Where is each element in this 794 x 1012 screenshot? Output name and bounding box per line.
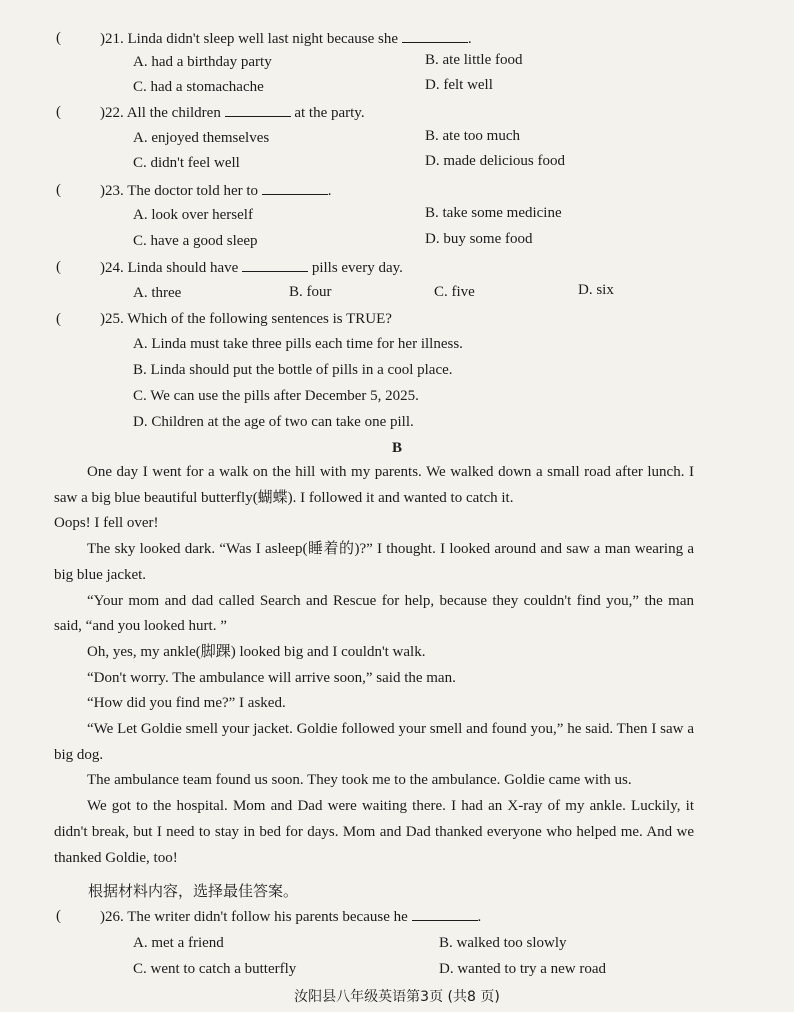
option-a: A. look over herself — [133, 207, 253, 223]
passage-paragraph: Oops! I fell over! — [54, 515, 159, 532]
option-c: C. We can use the pills after December 5, 2025. — [133, 388, 419, 404]
option-c: C. didn't feel well — [133, 155, 240, 171]
question-stem-end: pills every day. — [311, 260, 403, 276]
option-d: D. six — [578, 282, 614, 298]
option-d: D. buy some food — [425, 231, 533, 247]
instruction: 根据材料内容，选择最佳答案。 — [88, 882, 299, 900]
option-c: C. had a stomachache — [133, 79, 264, 95]
option-d: D. made delicious food — [425, 153, 565, 169]
option-a: A. enjoyed themselves — [133, 130, 270, 146]
option-b: B. ate too much — [425, 128, 520, 144]
option-a: A. had a birthday party — [133, 54, 272, 70]
question-stem: The writer didn't follow his parents because he — [127, 909, 408, 925]
answer-paren: ( — [56, 30, 61, 46]
question-stem: Linda didn't sleep well last night because she — [127, 31, 399, 47]
passage-paragraph: “Your mom and dad called Search and Rescue for help, because they couldn't find you,” the man said, “and you looked hurt. ” — [54, 592, 694, 635]
option-c: C. have a good sleep — [133, 233, 258, 249]
option-c: C. went to catch a butterfly — [133, 961, 297, 977]
passage-paragraph: We got to the hospital. Mom and Dad were waiting there. I had an X-ray of my ankle. Luckily, it didn't break, but I need to stay in bed for days. Mom and Dad thanked everyone who helped me. And we thanked Goldie, too! — [54, 798, 694, 866]
question-number: )22. — [100, 105, 124, 121]
answer-paren: ( — [56, 908, 61, 924]
page-footer: 汝阳县八年级英语第3页 (共8 页) — [294, 989, 500, 1005]
answer-blank — [262, 182, 328, 195]
option-b: B. Linda should put the bottle of pills in a cool place. — [133, 362, 453, 378]
question-number: )23. — [100, 183, 124, 199]
option-a: A. three — [133, 285, 182, 301]
answer-paren: ( — [56, 311, 61, 327]
answer-paren: ( — [56, 182, 61, 198]
question-stem: The doctor told her to — [127, 183, 259, 199]
option-a: A. Linda must take three pills each time for her illness. — [133, 336, 463, 352]
option-b: B. walked too slowly — [439, 935, 567, 951]
question-stem-end: . — [467, 31, 472, 47]
question-stem: Which of the following sentences is TRUE? — [127, 311, 392, 327]
section-title: B — [391, 440, 402, 456]
question-number: )25. — [100, 311, 124, 327]
answer-paren: ( — [56, 104, 61, 120]
question-stem-end: . — [477, 909, 482, 925]
answer-paren: ( — [56, 259, 61, 275]
option-c: C. five — [434, 284, 475, 300]
question-number: )24. — [100, 260, 124, 276]
answer-blank — [402, 30, 468, 43]
passage-paragraph: “We Let Goldie smell your jacket. Goldie followed your smell and found you,” he said. Then I saw a big dog. — [54, 721, 694, 763]
passage-paragraph: “How did you find me?” I asked. — [87, 695, 286, 712]
passage-paragraph: “Don't worry. The ambulance will arrive soon,” said the man. — [87, 669, 456, 686]
answer-blank — [412, 908, 478, 921]
option-b: B. take some medicine — [425, 205, 562, 221]
question-stem: Linda should have — [127, 260, 239, 276]
passage-paragraph: The ambulance team found us soon. They took me to the ambulance. Goldie came with us. — [87, 772, 632, 789]
passage-paragraph: The sky looked dark. “Was I asleep(睡着的)?” I thought. I looked around and saw a man wearing a big blue jacket. — [54, 541, 694, 583]
option-d: D. felt well — [425, 77, 493, 93]
question-stem: All the children — [126, 105, 221, 121]
passage-paragraph: One day I went for a walk on the hill with my parents. We walked down a small road after lunch. I saw a big blue beautiful butterfly(蝴蝶). I followed it and wanted to catch it. — [54, 464, 694, 506]
question-stem-end: at the party. — [294, 105, 365, 121]
option-d: D. wanted to try a new road — [439, 961, 607, 977]
question-stem-end: . — [327, 183, 332, 199]
passage-paragraph: Oh, yes, my ankle(脚踝) looked big and I couldn't walk. — [87, 643, 426, 660]
option-b: B. ate little food — [425, 52, 523, 68]
option-b: B. four — [289, 284, 332, 300]
question-number: )21. — [100, 31, 124, 47]
option-d: D. Children at the age of two can take one pill. — [133, 414, 414, 430]
reading-passage — [54, 460, 694, 871]
answer-blank — [242, 259, 308, 272]
answer-blank — [225, 104, 291, 117]
option-a: A. met a friend — [133, 935, 224, 951]
question-number: )26. — [100, 909, 124, 925]
